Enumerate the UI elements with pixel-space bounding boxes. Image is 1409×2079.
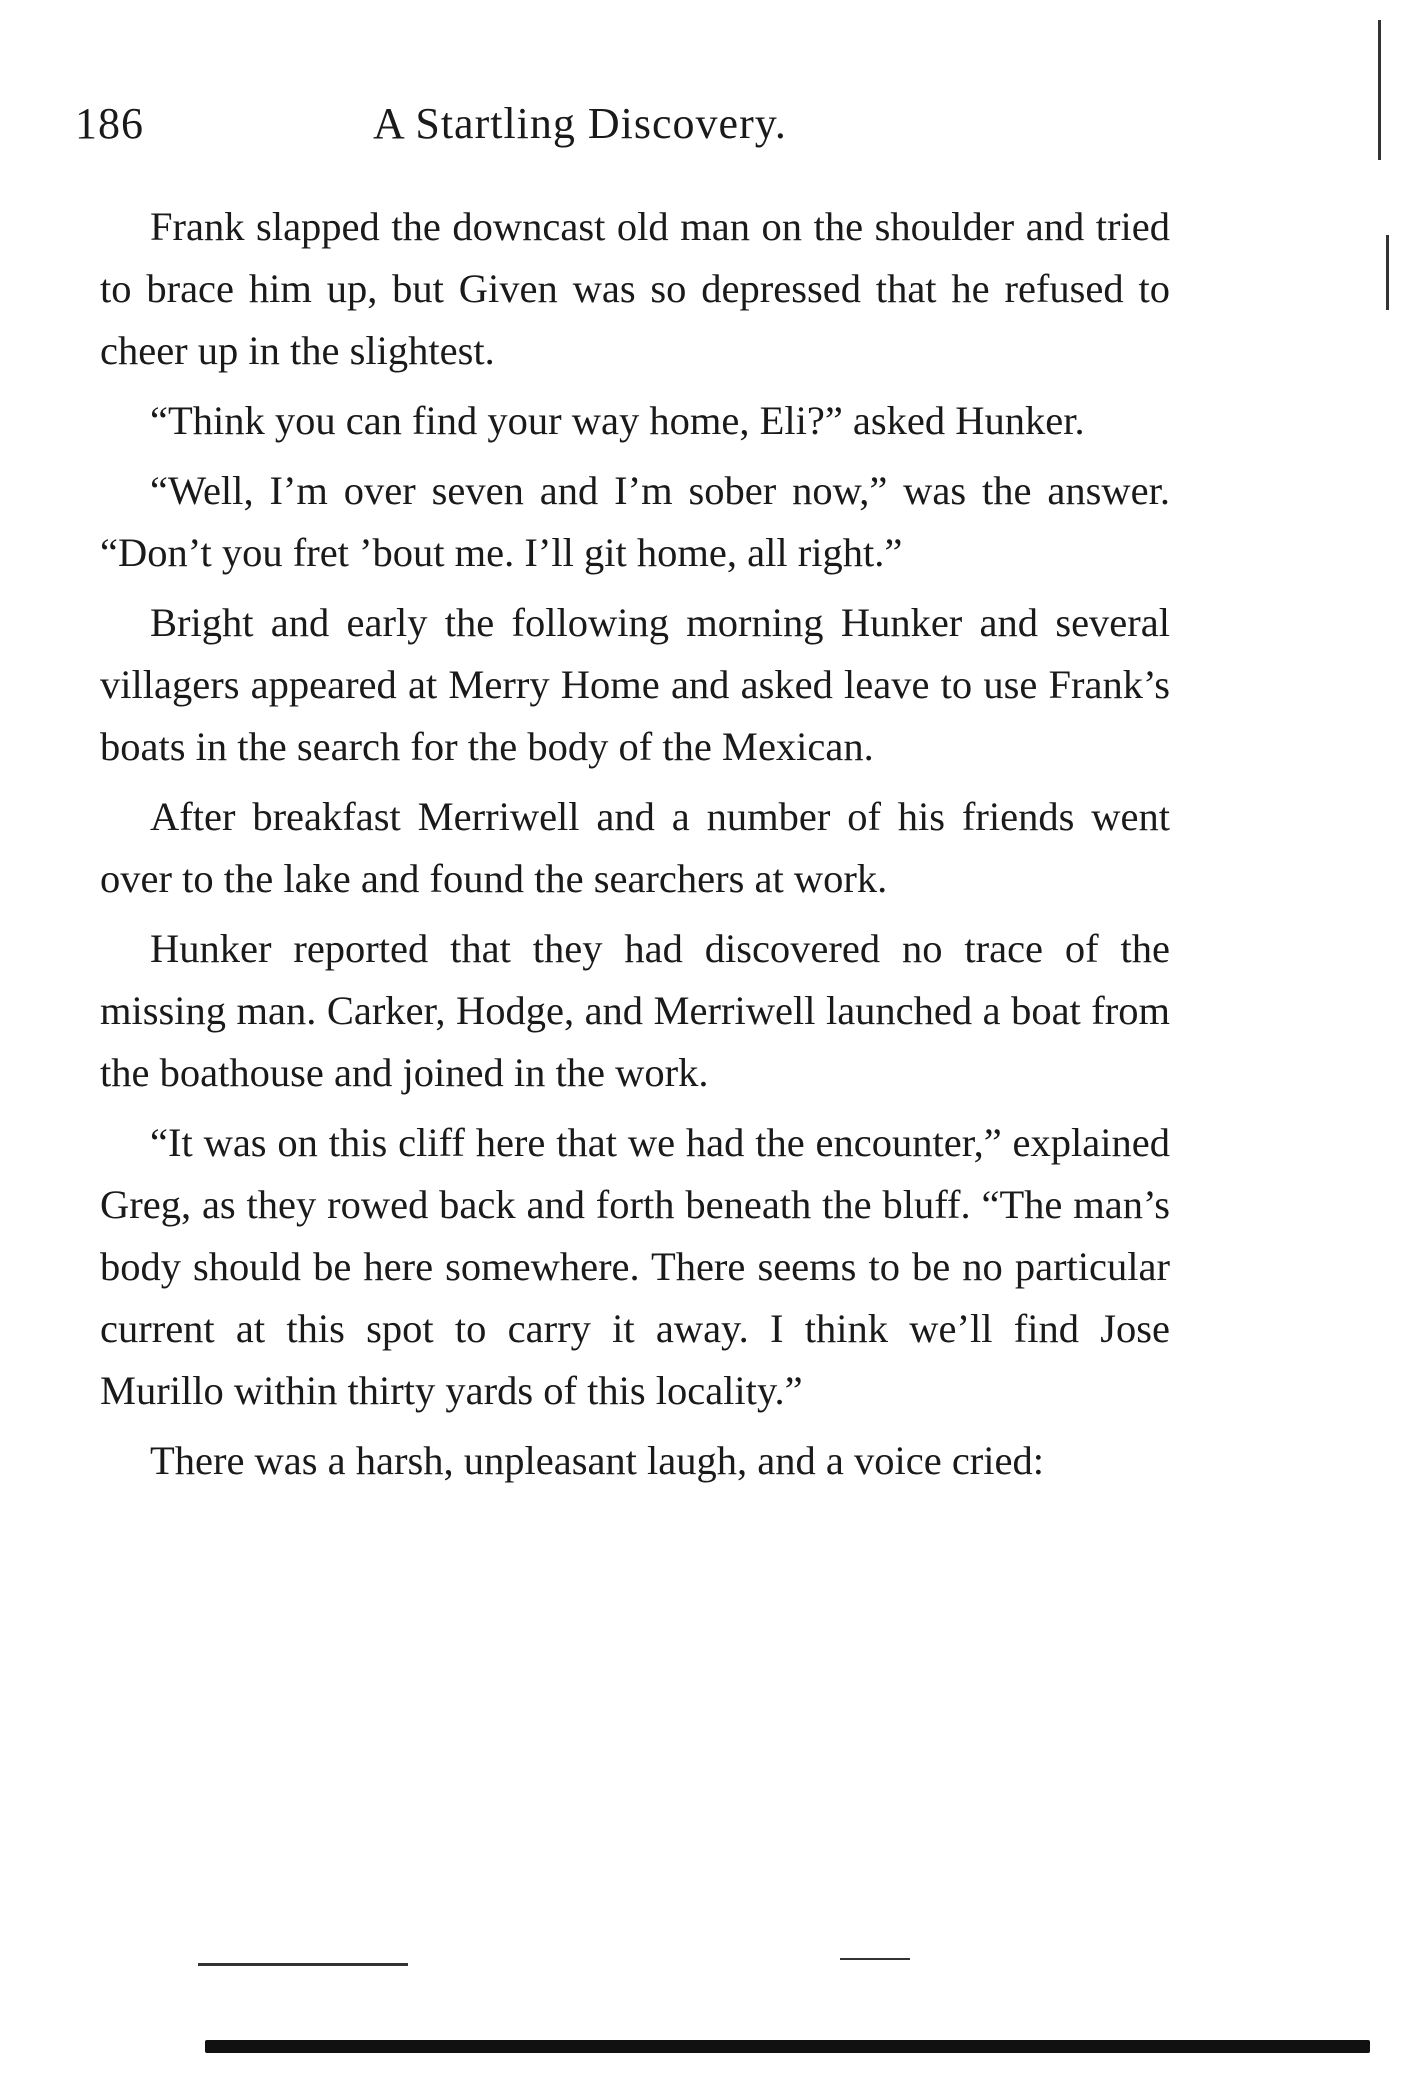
scan-mark <box>840 1958 910 1960</box>
paragraph: Bright and early the following morning Hunker and several villagers appeared at Merry Home and asked leave to use Frank’s boats in the search for the body of the Mexican. <box>100 600 1170 769</box>
body-text <box>100 196 1170 1500</box>
scan-mark <box>1386 235 1389 310</box>
page-number: 186 <box>75 99 144 148</box>
paragraph: There was a harsh, unpleasant laugh, and a voice cried: <box>150 1438 1045 1483</box>
page-header <box>75 98 1175 158</box>
paragraph: “Think you can find your way home, Eli?” asked Hunker. <box>150 398 1085 443</box>
scan-mark <box>198 1963 408 1966</box>
bottom-rule <box>205 2040 1370 2053</box>
paragraph: After breakfast Merriwell and a number of his friends went over to the lake and found the searchers at work. <box>100 794 1170 901</box>
paragraph: “It was on this cliff here that we had the encounter,” explained Greg, as they rowed back and forth beneath the bluff. “The man’s body should be here somewhere. There seems to be no particular current at this spot to carry it away. I think we’ll find Jose Murillo within thirty yards of this locality.” <box>100 1120 1170 1413</box>
paragraph: Hunker reported that they had discovered no trace of the missing man. Carker, Hodge, and Merriwell launched a boat from the boathouse and joined in the work. <box>100 926 1170 1095</box>
running-title: A Startling Discovery. <box>373 99 787 148</box>
paragraph: Frank slapped the downcast old man on the shoulder and tried to brace him up, but Given was so depressed that he refused to cheer up in the slightest. <box>100 204 1170 373</box>
scan-mark <box>1378 20 1381 160</box>
paragraph: “Well, I’m over seven and I’m sober now,” was the answer. “Don’t you fret ’bout me. I’ll git home, all right.” <box>100 468 1170 575</box>
